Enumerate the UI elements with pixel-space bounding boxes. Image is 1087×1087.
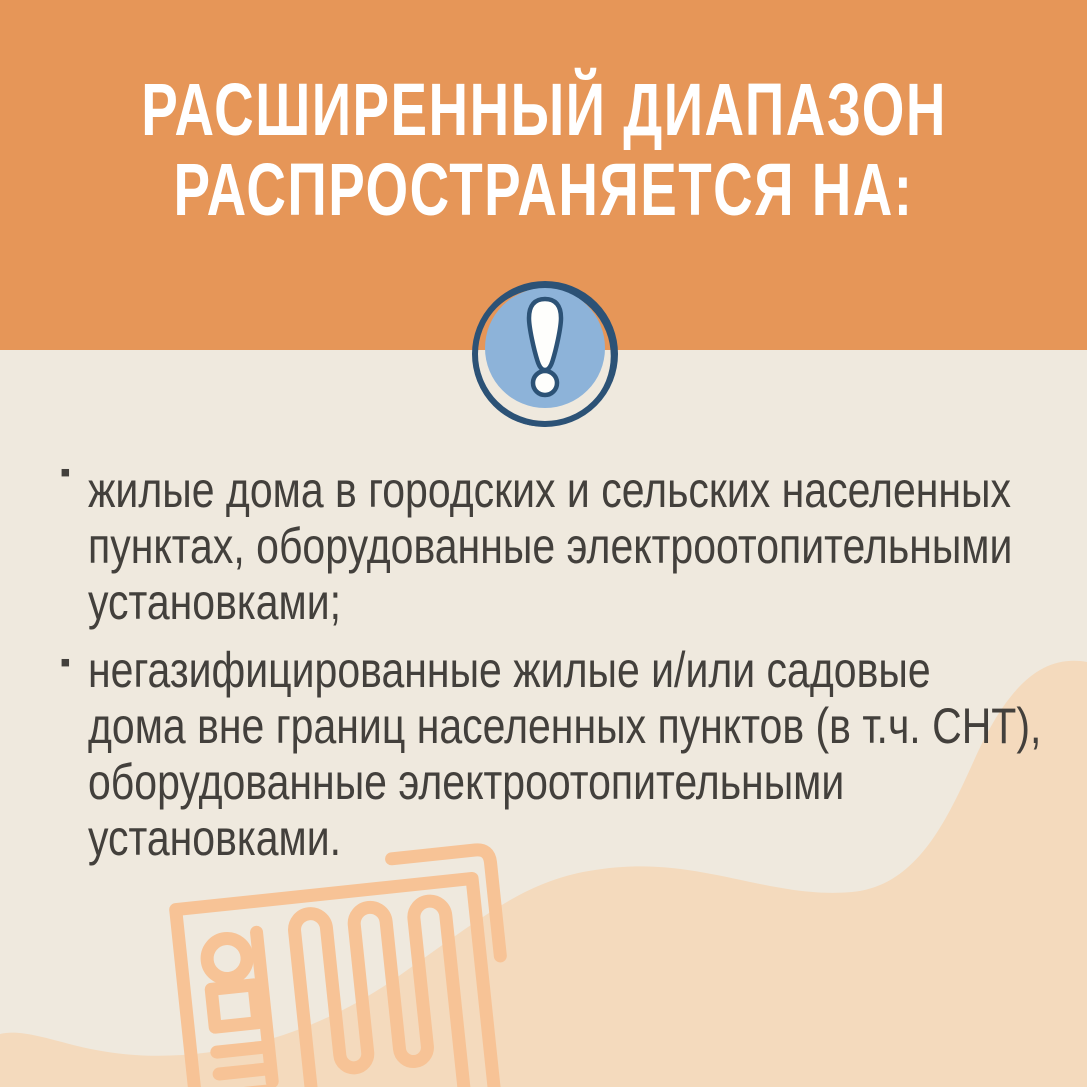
bullet-line: негазифицированные жилые и/или садовые (88, 642, 931, 698)
bullet-text (88, 642, 1087, 866)
bullet-list (60, 456, 1087, 866)
heater-vent-line (217, 1047, 263, 1052)
bullet-marker: ▪ (60, 646, 71, 679)
bullet-line: дома вне границ населенных пунктов (в т.ч. СНТ), (88, 698, 1042, 754)
bullet-line: жилые дома в городских и сельских населенных (88, 462, 1012, 518)
heater-vent-line (219, 1069, 265, 1074)
bullet-text (88, 462, 1087, 630)
bullet-line: оборудованные электроотопительными (88, 754, 845, 810)
bullet-item-2 (60, 642, 1087, 866)
bullet-marker: ▪ (60, 456, 71, 489)
bullet-line: пунктах, оборудованные электроотопительными (88, 518, 1013, 574)
exclamation-alert-icon (465, 272, 625, 432)
bullet-line: установками. (88, 810, 342, 866)
title-line-1: РАСШИРЕННЫЙ ДИАПАЗОН (141, 68, 947, 151)
exclamation-dot (533, 371, 557, 395)
heater-display-icon (211, 985, 258, 1027)
bullet-item-1 (60, 456, 1087, 630)
title-line-2: РАСПРОСТРАНЯЕТСЯ НА: (173, 148, 914, 231)
heater-knob-icon (205, 937, 249, 981)
bullet-line: установками; (88, 574, 342, 630)
